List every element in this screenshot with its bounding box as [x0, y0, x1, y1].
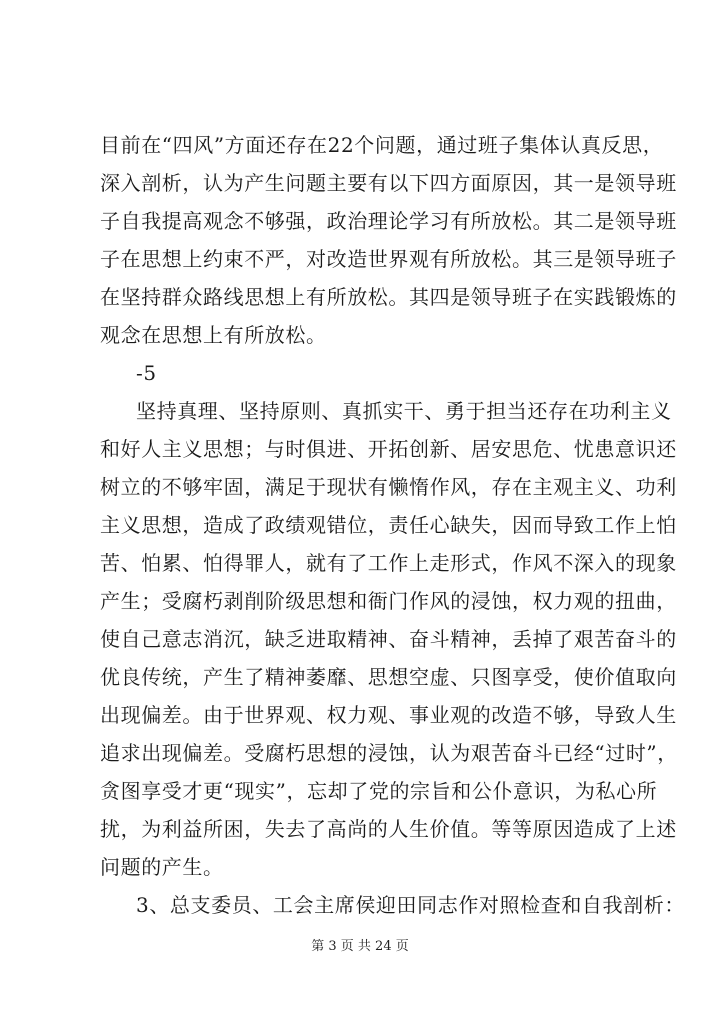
- paragraph-1-line-5: 在坚持群众路线思想上有所放松。其四是领导班子在实践锻炼的: [100, 285, 677, 309]
- paragraph-2-line-6: 产生；受腐朽剥削阶级思想和衙门作风的浸蚀，权力观的扭曲，: [100, 589, 677, 613]
- page-marker: -5: [136, 361, 157, 385]
- paragraph-1-line-3: 子自我提高观念不够强，政治理论学习有所放松。其二是领导班: [100, 209, 677, 233]
- paragraph-2-line-5: 苦、怕累、怕得罪人，就有了工作上走形式，作风不深入的现象: [100, 551, 677, 575]
- paragraph-2-line-1: 坚持真理、坚持原则、真抓实干、勇于担当还存在功利主义: [136, 399, 672, 423]
- paragraph-1-line-1: 目前在“四风”方面还存在22个问题，通过班子集体认真反思，: [100, 133, 664, 157]
- paragraph-2-line-8: 优良传统，产生了精神萎靡、思想空虚、只图享受，使价值取向: [100, 665, 677, 689]
- paragraph-2-line-13: 问题的产生。: [100, 855, 224, 879]
- paragraph-1-line-4: 子在思想上约束不严，对改造世界观有所放松。其三是领导班子: [100, 247, 677, 271]
- paragraph-2-line-2: 和好人主义思想；与时俱进、开拓创新、居安思危、忧患意识还: [100, 437, 677, 461]
- paragraph-2-line-4: 主义思想，造成了政绩观错位，责任心缺失，因而导致工作上怕: [100, 513, 677, 537]
- paragraph-2-line-10: 追求出现偏差。受腐朽思想的浸蚀，认为艰苦奋斗已经“过时”，: [100, 741, 678, 765]
- paragraph-2-line-3: 树立的不够牢固，满足于现状有懒惰作风，存在主观主义、功利: [100, 475, 677, 499]
- paragraph-2-line-12: 扰，为利益所困，失去了高尚的人生价值。等等原因造成了上述: [100, 817, 677, 841]
- paragraph-2-line-9: 出现偏差。由于世界观、权力观、事业观的改造不够，导致人生: [100, 703, 677, 727]
- paragraph-2-line-11: 贪图享受才更“现实”，忘却了党的宗旨和公仆意识，为私心所: [100, 779, 658, 803]
- page-footer: 第 3 页 共 24 页: [311, 939, 409, 954]
- paragraph-1-line-2: 深入剖析，认为产生问题主要有以下四方面原因，其一是领导班: [100, 171, 677, 195]
- paragraph-1-line-6: 观念在思想上有所放松。: [100, 323, 327, 347]
- paragraph-3-line-1: 3、总支委员、工会主席侯迎田同志作对照检查和自我剖析：: [136, 893, 685, 917]
- paragraph-2-line-7: 使自己意志消沉，缺乏进取精神、奋斗精神，丢掉了艰苦奋斗的: [100, 627, 677, 651]
